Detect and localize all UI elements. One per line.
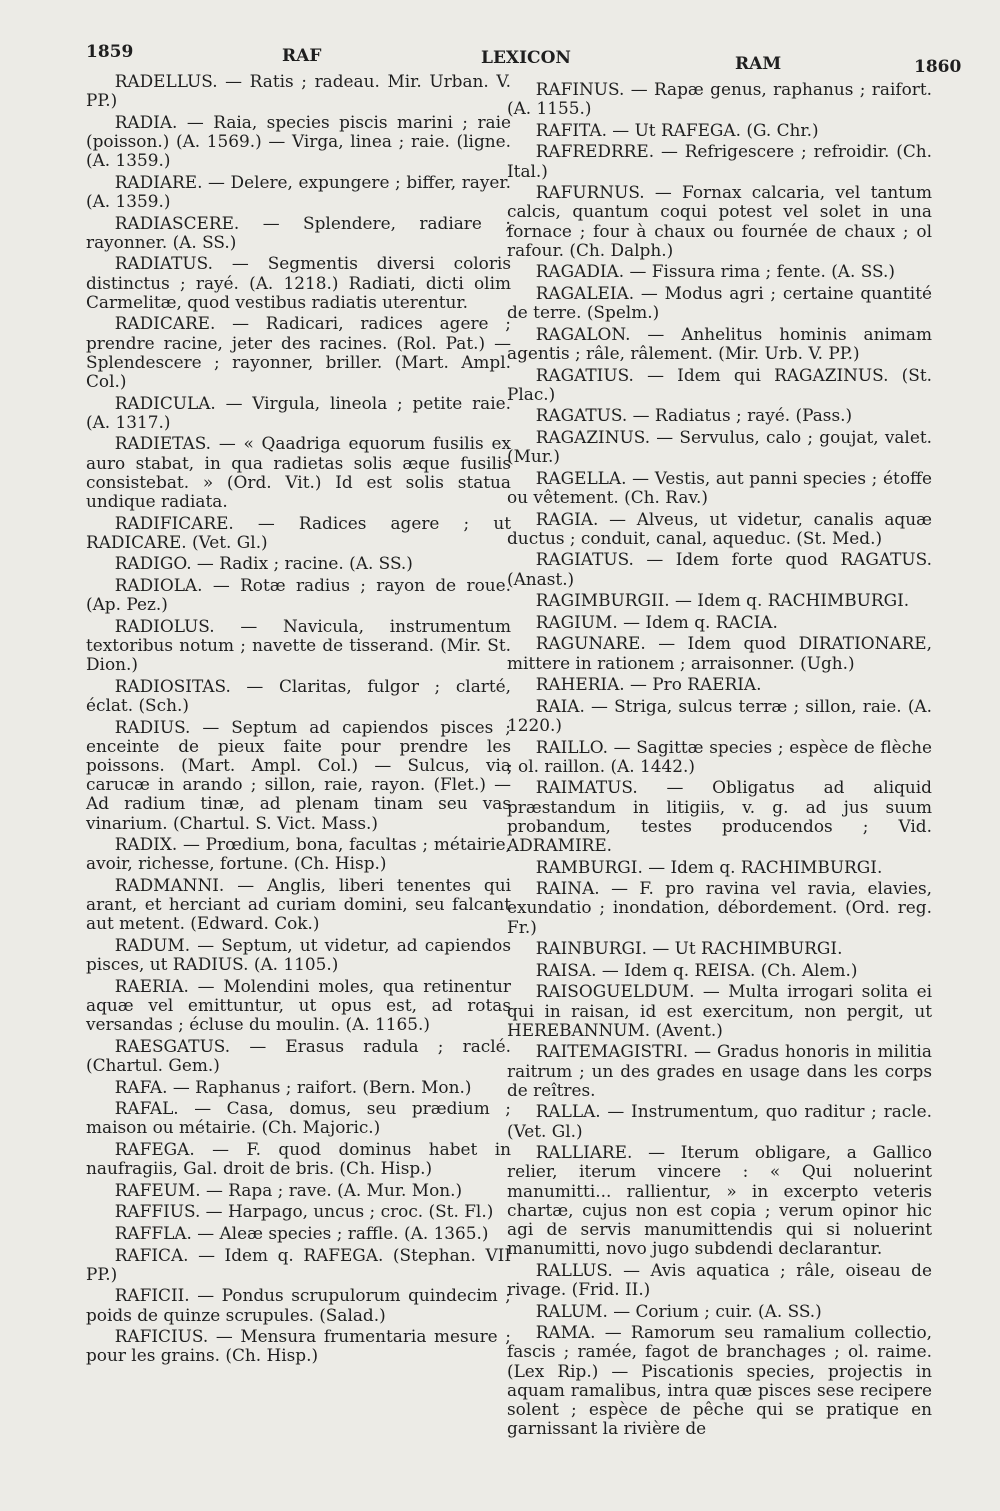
- dictionary-entry: RAFFIUS. — Harpago, uncus ; croc. (St. Fl.): [114, 1201, 494, 1222]
- dictionary-entry: RAGATUS. — Radiatus ; rayé. (Pass.): [535, 405, 853, 426]
- dictionary-entry: RAISA. — Idem q. REISA. (Ch. Alem.): [535, 959, 858, 980]
- dictionary-entry: RAFEUM. — Rapa ; rave. (A. Mur. Mon.): [114, 1179, 463, 1200]
- dictionary-entry: RAGADIA. — Fissura rima ; fente. (A. SS.): [535, 261, 895, 282]
- dictionary-entry: RAFICIUS. — Mensura frumentaria mesure ; pour les grains. (Ch. Hisp.): [86, 1326, 511, 1366]
- dictionary-entry: RADIA. — Raia, species piscis marini ; raie (poisson.) (A. 1569.) — Virga, linea ; raie. (ligne. (A. 1359.): [86, 111, 511, 171]
- dictionary-entry: RALLA. — Instrumentum, quo raditur ; racle. (Vet. Gl.): [507, 1101, 932, 1141]
- dictionary-entry: RADIOSITAS. — Claritas, fulgor ; clarté, éclat. (Sch.): [86, 675, 511, 715]
- right-column: [507, 80, 932, 1441]
- dictionary-entry: RAFEGA. — F. quod dominus habet in naufragiis, Gal. droit de bris. (Ch. Hisp.): [86, 1138, 511, 1179]
- dictionary-entry: RAISOGUELDUM. — Multa irrogari solita ei qui in raisan, id est exercitum, non pergit, ut HEREBANNUM. (Avent.): [507, 981, 932, 1040]
- dictionary-entry: RADELLUS. — Ratis ; radeau. Mir. Urban. V. PP.): [86, 71, 511, 111]
- dictionary-entry: RADIX. — Prœdium, bona, facultas ; métairie, avoir, richesse, fortune. (Ch. Hisp.): [86, 834, 511, 874]
- dictionary-entry: RAIA. — Striga, sulcus terræ ; sillon, raie. (A. 1220.): [507, 695, 932, 735]
- dictionary-entry: RAHERIA. — Pro RAERIA.: [535, 674, 762, 695]
- dictionary-entry: RAFFLA. — Aleæ species ; raffle. (A. 1365.): [114, 1222, 489, 1243]
- dictionary-entry: RADICULA. — Virgula, lineola ; petite raie. (A. 1317.): [86, 392, 511, 432]
- dictionary-entry: RADIATUS. — Segmentis diversi coloris distinctus ; rayé. (A. 1218.) Radiati, dicti olim Carmelitæ, quod vestibus radiatis uterentur.: [86, 253, 511, 312]
- dictionary-entry: RAFINUS. — Rapæ genus, raphanus ; raifort. (A. 1155.): [507, 79, 932, 119]
- dictionary-entry: RADIETAS. — « Qaadriga equorum fusilis ex auro stabat, in qua radietas solis æque fusilis consistebat. » (Ord. Vit.) Id est solis statua undique radiata.: [86, 433, 511, 511]
- dictionary-entry: RADIASCERE. — Splendere, radiare ; rayonner. (A. SS.): [86, 212, 511, 252]
- dictionary-entry: RAFAL. — Casa, domus, seu prædium ; maison ou métairie. (Ch. Majoric.): [86, 1098, 511, 1138]
- dictionary-entry: RAFICII. — Pondus scrupulorum quindecim ; poids de quinze scrupules. (Salad.): [86, 1285, 511, 1325]
- dictionary-entry: RAMBURGI. — Idem q. RACHIMBURGI.: [535, 856, 883, 877]
- dictionary-entry: RAMA. — Ramorum seu ramalium collectio, fascis ; ramée, fagot de branchages ; ol. raime. (Lex Rip.) — Piscationis species, projectis in aquam ramalibus, intra quæ pisces sese recipere solent ; espèce de pêche qui se pratique en garnissant la rivière de: [507, 1322, 932, 1439]
- dictionary-entry: RADICARE. — Radicari, radices agere ; prendre racine, jeter des racines. (Rol. Pat.) — Splendescere ; rayonner, briller. (Mart. Ampl. Col.): [86, 313, 511, 391]
- right-column-number: 1860: [914, 57, 962, 77]
- dictionary-entry: RAGIA. — Alveus, ut videtur, canalis aquæ ductus ; conduit, canal, aqueduc. (St. Med.): [507, 508, 932, 548]
- right-running-head: RAM: [735, 54, 782, 74]
- dictionary-entry: RAFREDRRE. — Refrigescere ; refroidir. (Ch. Ital.): [507, 141, 932, 181]
- dictionary-entry: RAFICA. — Idem q. RAFEGA. (Stephan. VII PP.): [86, 1244, 511, 1284]
- dictionary-entry: RALLUS. — Avis aquatica ; râle, oiseau de rivage. (Frid. II.): [507, 1259, 932, 1299]
- dictionary-entry: RAINBURGI. — Ut RACHIMBURGI.: [535, 938, 843, 959]
- dictionary-entry: RADIFICARE. — Radices agere ; ut RADICARE. (Vet. Gl.): [86, 512, 511, 552]
- dictionary-entry: RAERIA. — Molendini moles, qua retinentur aquæ vel emittuntur, ut opus est, ad rotas versandas ; écluse du moulin. (A. 1165.): [86, 975, 511, 1035]
- dictionary-entry: RADIOLUS. — Navicula, instrumentum textoribus notum ; navette de tisserand. (Mir. St. Dion.): [86, 615, 511, 675]
- dictionary-entry: RAINA. — F. pro ravina vel ravia, elavies, exundatio ; inondation, débordement. (Ord. reg. Fr.): [507, 878, 932, 937]
- dictionary-entry: RAGALON. — Anhelitus hominis animam agentis ; râle, râlement. (Mir. Urb. V. PP.): [507, 323, 932, 363]
- dictionary-entry: RADMANNI. — Anglis, liberi tenentes qui arant, et herciant ad curiam domini, seu falcant aut metent. (Edward. Cok.): [86, 874, 511, 934]
- center-running-head: LEXICON: [481, 48, 571, 68]
- dictionary-entry: RADIOLA. — Rotæ radius ; rayon de roue. (Ap. Pez.): [86, 574, 511, 615]
- dictionary-entry: RAGATIUS. — Idem qui RAGAZINUS. (St. Plac.): [507, 364, 932, 404]
- dictionary-entry: RADUM. — Septum, ut videtur, ad capiendos pisces, ut RADIUS. (A. 1105.): [86, 934, 511, 975]
- left-running-head: RAF: [282, 46, 322, 66]
- dictionary-entry: RAFA. — Raphanus ; raifort. (Bern. Mon.): [114, 1076, 472, 1097]
- left-column-number: 1859: [86, 42, 134, 62]
- dictionary-entry: RAFITA. — Ut RAFEGA. (G. Chr.): [535, 119, 819, 140]
- left-column: [86, 72, 511, 1368]
- dictionary-entry: RAGELLA. — Vestis, aut panni species ; étoffe ou vêtement. (Ch. Rav.): [507, 467, 932, 507]
- dictionary-entry: RAESGATUS. — Erasus radula ; raclé. (Chartul. Gem.): [86, 1035, 511, 1075]
- dictionary-entry: RAFURNUS. — Fornax calcaria, vel tantum calcis, quantum coqui potest vel solet in una fornace ; four à chaux ou fournée de chaux ; ol rafour. (Ch. Dalph.): [507, 182, 932, 260]
- dictionary-entry: RAGIATUS. — Idem forte quod RAGATUS. (Anast.): [507, 549, 932, 589]
- dictionary-entry: RAGIUM. — Idem q. RACIA.: [535, 611, 778, 632]
- dictionary-entry: RAGAZINUS. — Servulus, calo ; goujat, valet. (Mur.): [507, 426, 932, 467]
- dictionary-entry: RAGALEIA. — Modus agri ; certaine quantité de terre. (Spelm.): [507, 282, 932, 323]
- dictionary-entry: RAITEMAGISTRI. — Gradus honoris in militia raitrum ; un des grades en usage dans les corps de reîtres.: [507, 1041, 932, 1100]
- dictionary-entry: RALUM. — Corium ; cuir. (A. SS.): [535, 1300, 822, 1321]
- dictionary-entry: RAGUNARE. — Idem quod DIRATIONARE, mittere in rationem ; arraisonner. (Ugh.): [507, 633, 932, 673]
- dictionary-entry: RAILLO. — Sagittæ species ; espèce de flèche ; ol. raillon. (A. 1442.): [507, 736, 932, 776]
- dictionary-entry: RADIARE. — Delere, expungere ; biffer, rayer. (A. 1359.): [86, 171, 511, 211]
- dictionary-entry: RAGIMBURGII. — Idem q. RACHIMBURGI.: [535, 590, 910, 611]
- dictionary-entry: RADIUS. — Septum ad capiendos pisces ; enceinte de pieux faite pour prendre les poissons. (Mart. Ampl. Col.) — Sulcus, via carucæ in arando ; sillon, raie, rayon. (Flet.) — Ad radium tinæ, ad plenam tinam seu vas vinarium. (Chartul. S. Vict. Mass.): [86, 716, 511, 833]
- dictionary-entry: RALLIARE. — Iterum obligare, a Gallico relier, iterum vincere : « Qui noluerint manumitti... rallientur, » in excerpto veteris chartæ, cujus non est copia ; verum opinor hic agi de servis manumittendis qui si noluerint manumitti, novo jugo subdendi declarantur.: [507, 1142, 932, 1259]
- dictionary-entry: RADIGO. — Radix ; racine. (A. SS.): [114, 553, 413, 574]
- dictionary-entry: RAIMATUS. — Obligatus ad aliquid præstandum in litigiis, v. g. ad jus suum probandum, testes producendos ; Vid. ADRAMIRE.: [507, 777, 932, 855]
